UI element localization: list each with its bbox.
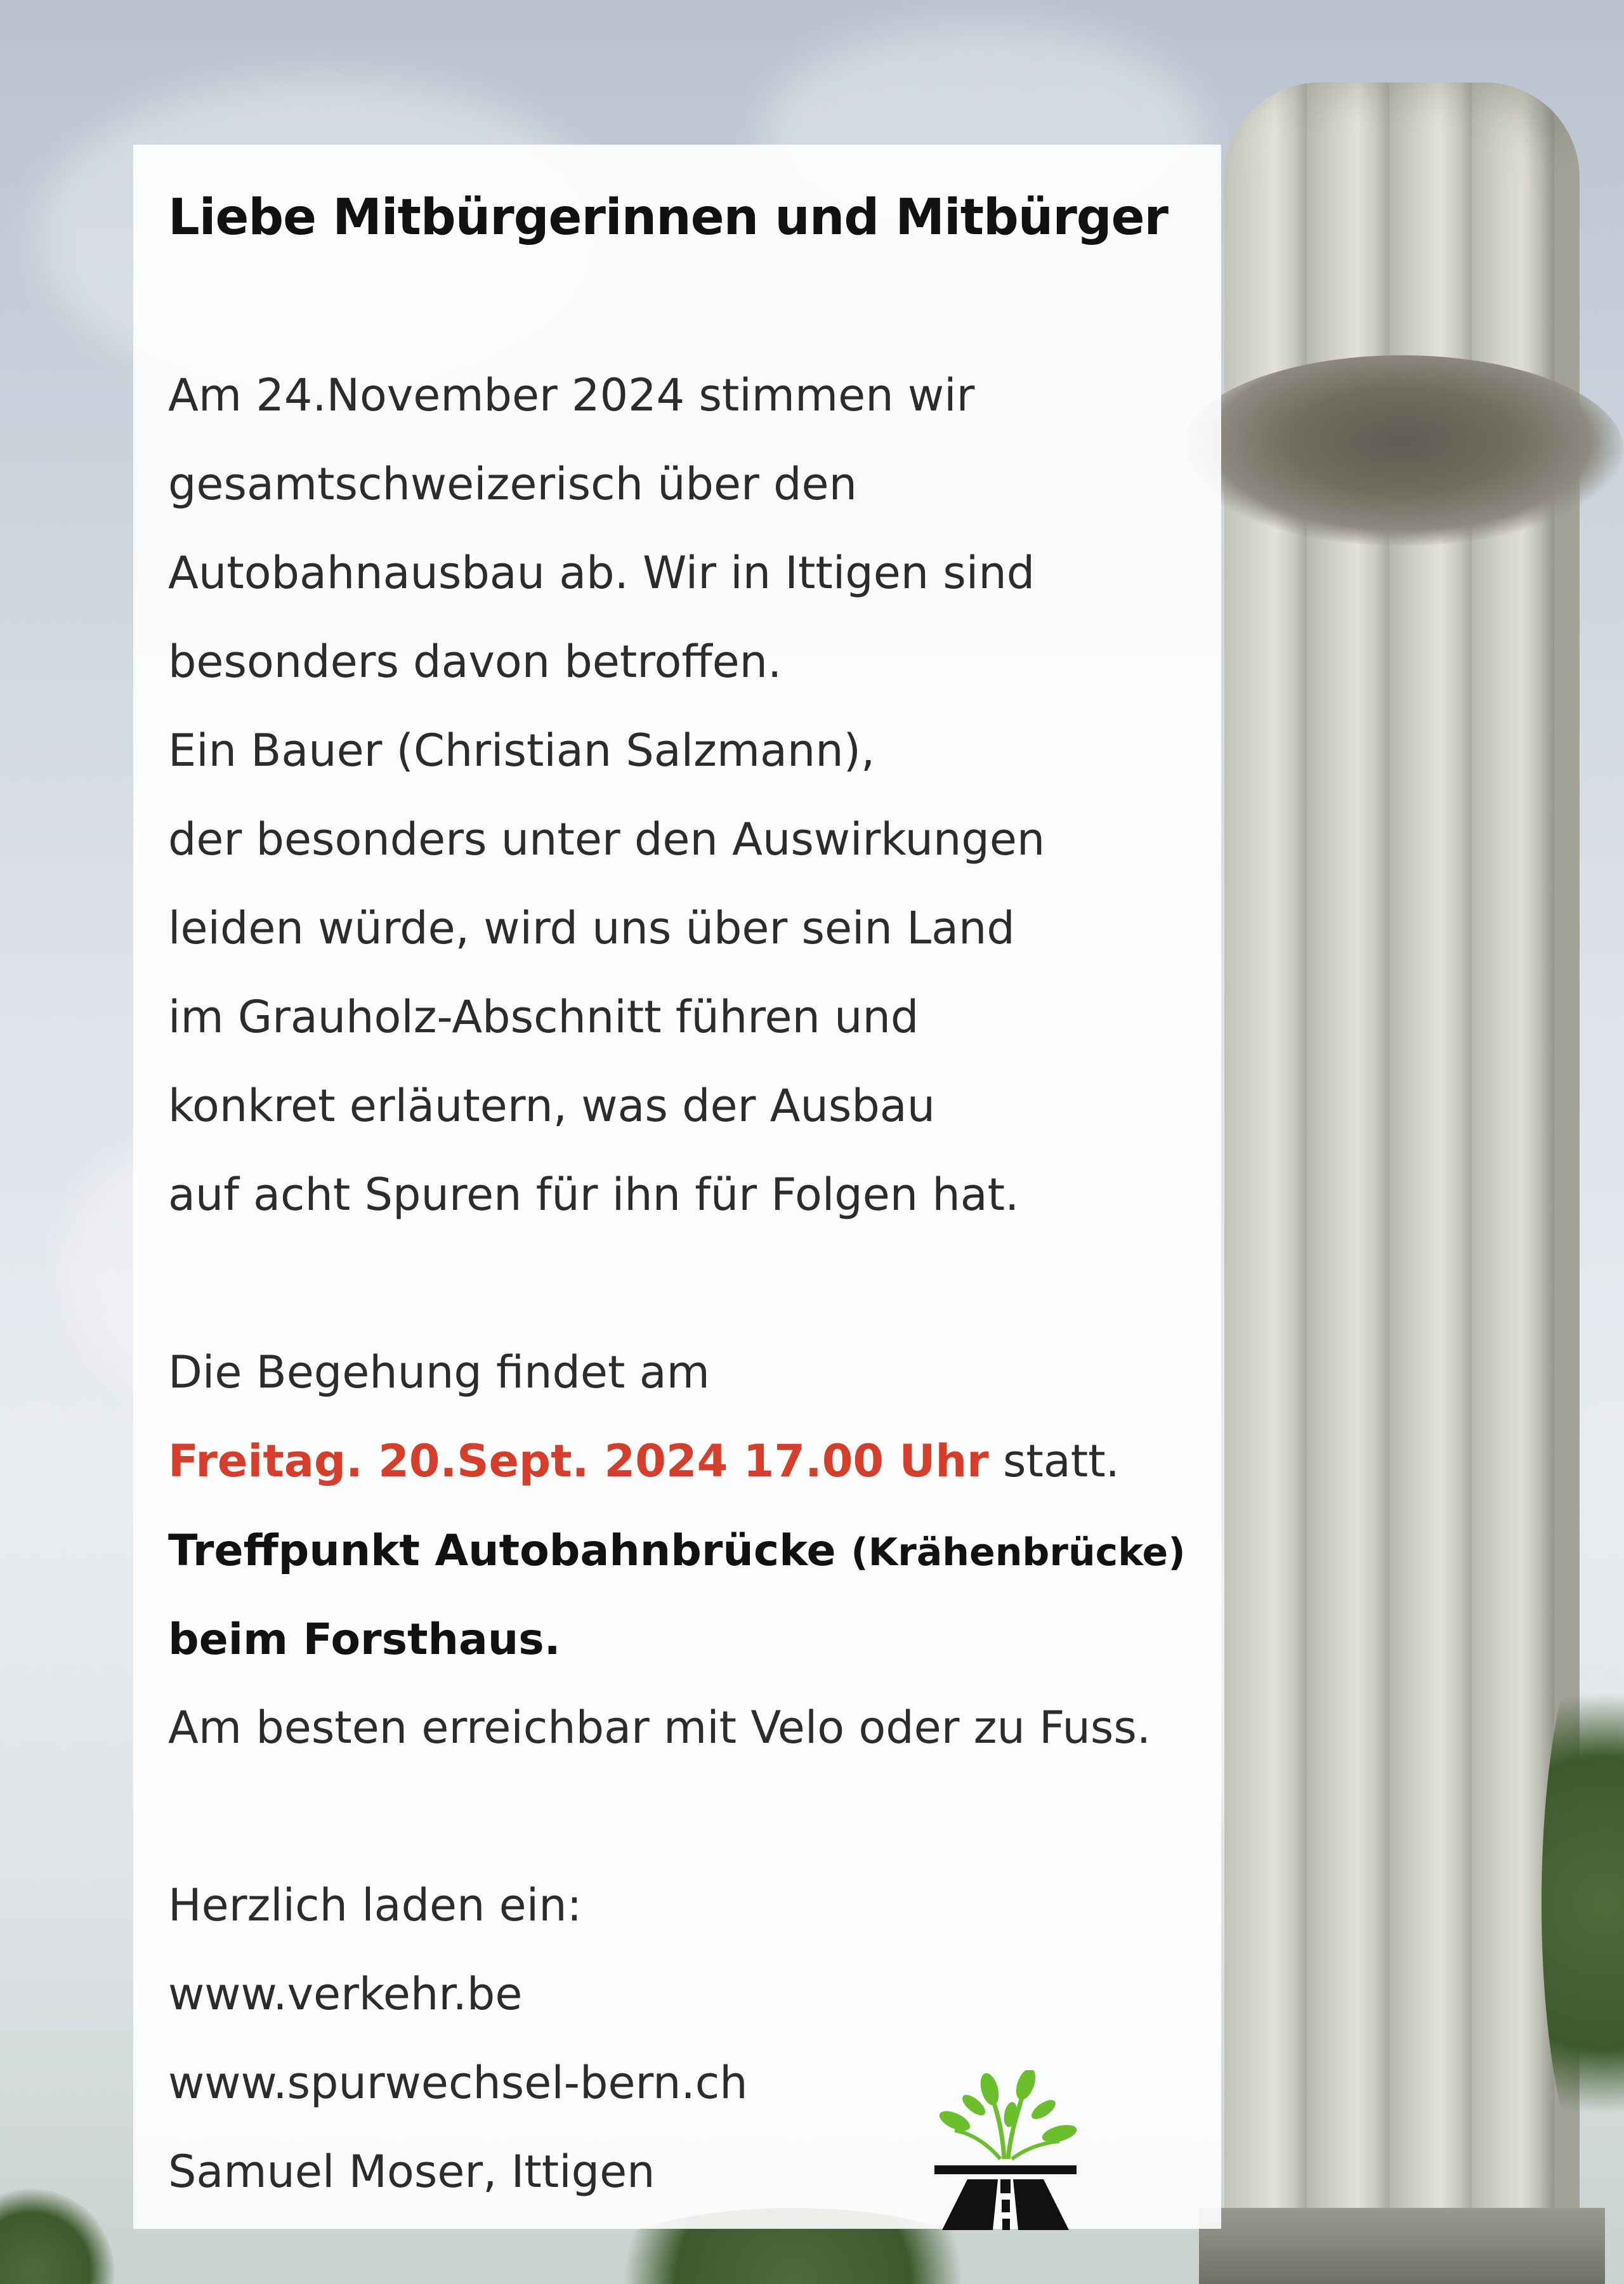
intro-line: auf acht Spuren für ihn für Folgen hat. <box>168 1169 1019 1221</box>
column-wreath <box>1180 355 1624 546</box>
sprout-over-road-icon <box>929 2070 1082 2235</box>
invite-label: Herzlich laden ein: <box>168 1879 582 1931</box>
intro-line: leiden würde, wird uns über sein Land <box>168 902 1015 954</box>
spacer <box>168 1239 1208 1328</box>
spacer <box>168 1772 1208 1861</box>
intro-line: gesamtschweizerisch über den <box>168 458 857 510</box>
meeting-location: beim Forsthaus. <box>168 1615 561 1665</box>
spacer <box>168 262 1208 351</box>
event-date: Freitag. 20.Sept. 2024 17.00 Uhr <box>168 1435 989 1487</box>
meeting-point-detail: (Krähenbrücke) <box>851 1530 1186 1575</box>
event-intro: Die Begehung findet am <box>168 1346 710 1398</box>
meeting-point: Treffpunkt Autobahnbrücke <box>168 1526 851 1576</box>
access-note: Am besten erreichbar mit Velo oder zu Fuss. <box>168 1702 1151 1754</box>
meeting-point-line <box>168 1506 1208 1594</box>
event-date-line <box>168 1417 1208 1506</box>
tree-foliage <box>0 2189 114 2284</box>
host-person: Samuel Moser, Ittigen <box>168 2146 655 2198</box>
invitation-card <box>133 145 1221 2229</box>
column-base <box>1199 2208 1605 2284</box>
meeting-location-line <box>168 1594 1208 1683</box>
intro-line: Am 24.November 2024 stimmen wir <box>168 369 975 421</box>
host-website: www.spurwechsel-bern.ch <box>168 2057 748 2109</box>
host-website: www.verkehr.be <box>168 1968 523 2020</box>
intro-line: Ein Bauer (Christian Salzmann), <box>168 725 875 777</box>
heading: Liebe Mitbürgerinnen und Mitbürger <box>168 189 1169 246</box>
event-date-suffix: statt. <box>988 1435 1120 1487</box>
intro-line: konkret erläutern, was der Ausbau <box>168 1080 936 1132</box>
intro-line: der besonders unter den Auswirkungen <box>168 813 1045 865</box>
invitation-text <box>168 173 1208 2216</box>
intro-line: Autobahnausbau ab. Wir in Ittigen sind <box>168 547 1035 599</box>
intro-line: im Grauholz-Abschnitt führen und <box>168 991 919 1043</box>
intro-line: besonders davon betroffen. <box>168 636 782 688</box>
